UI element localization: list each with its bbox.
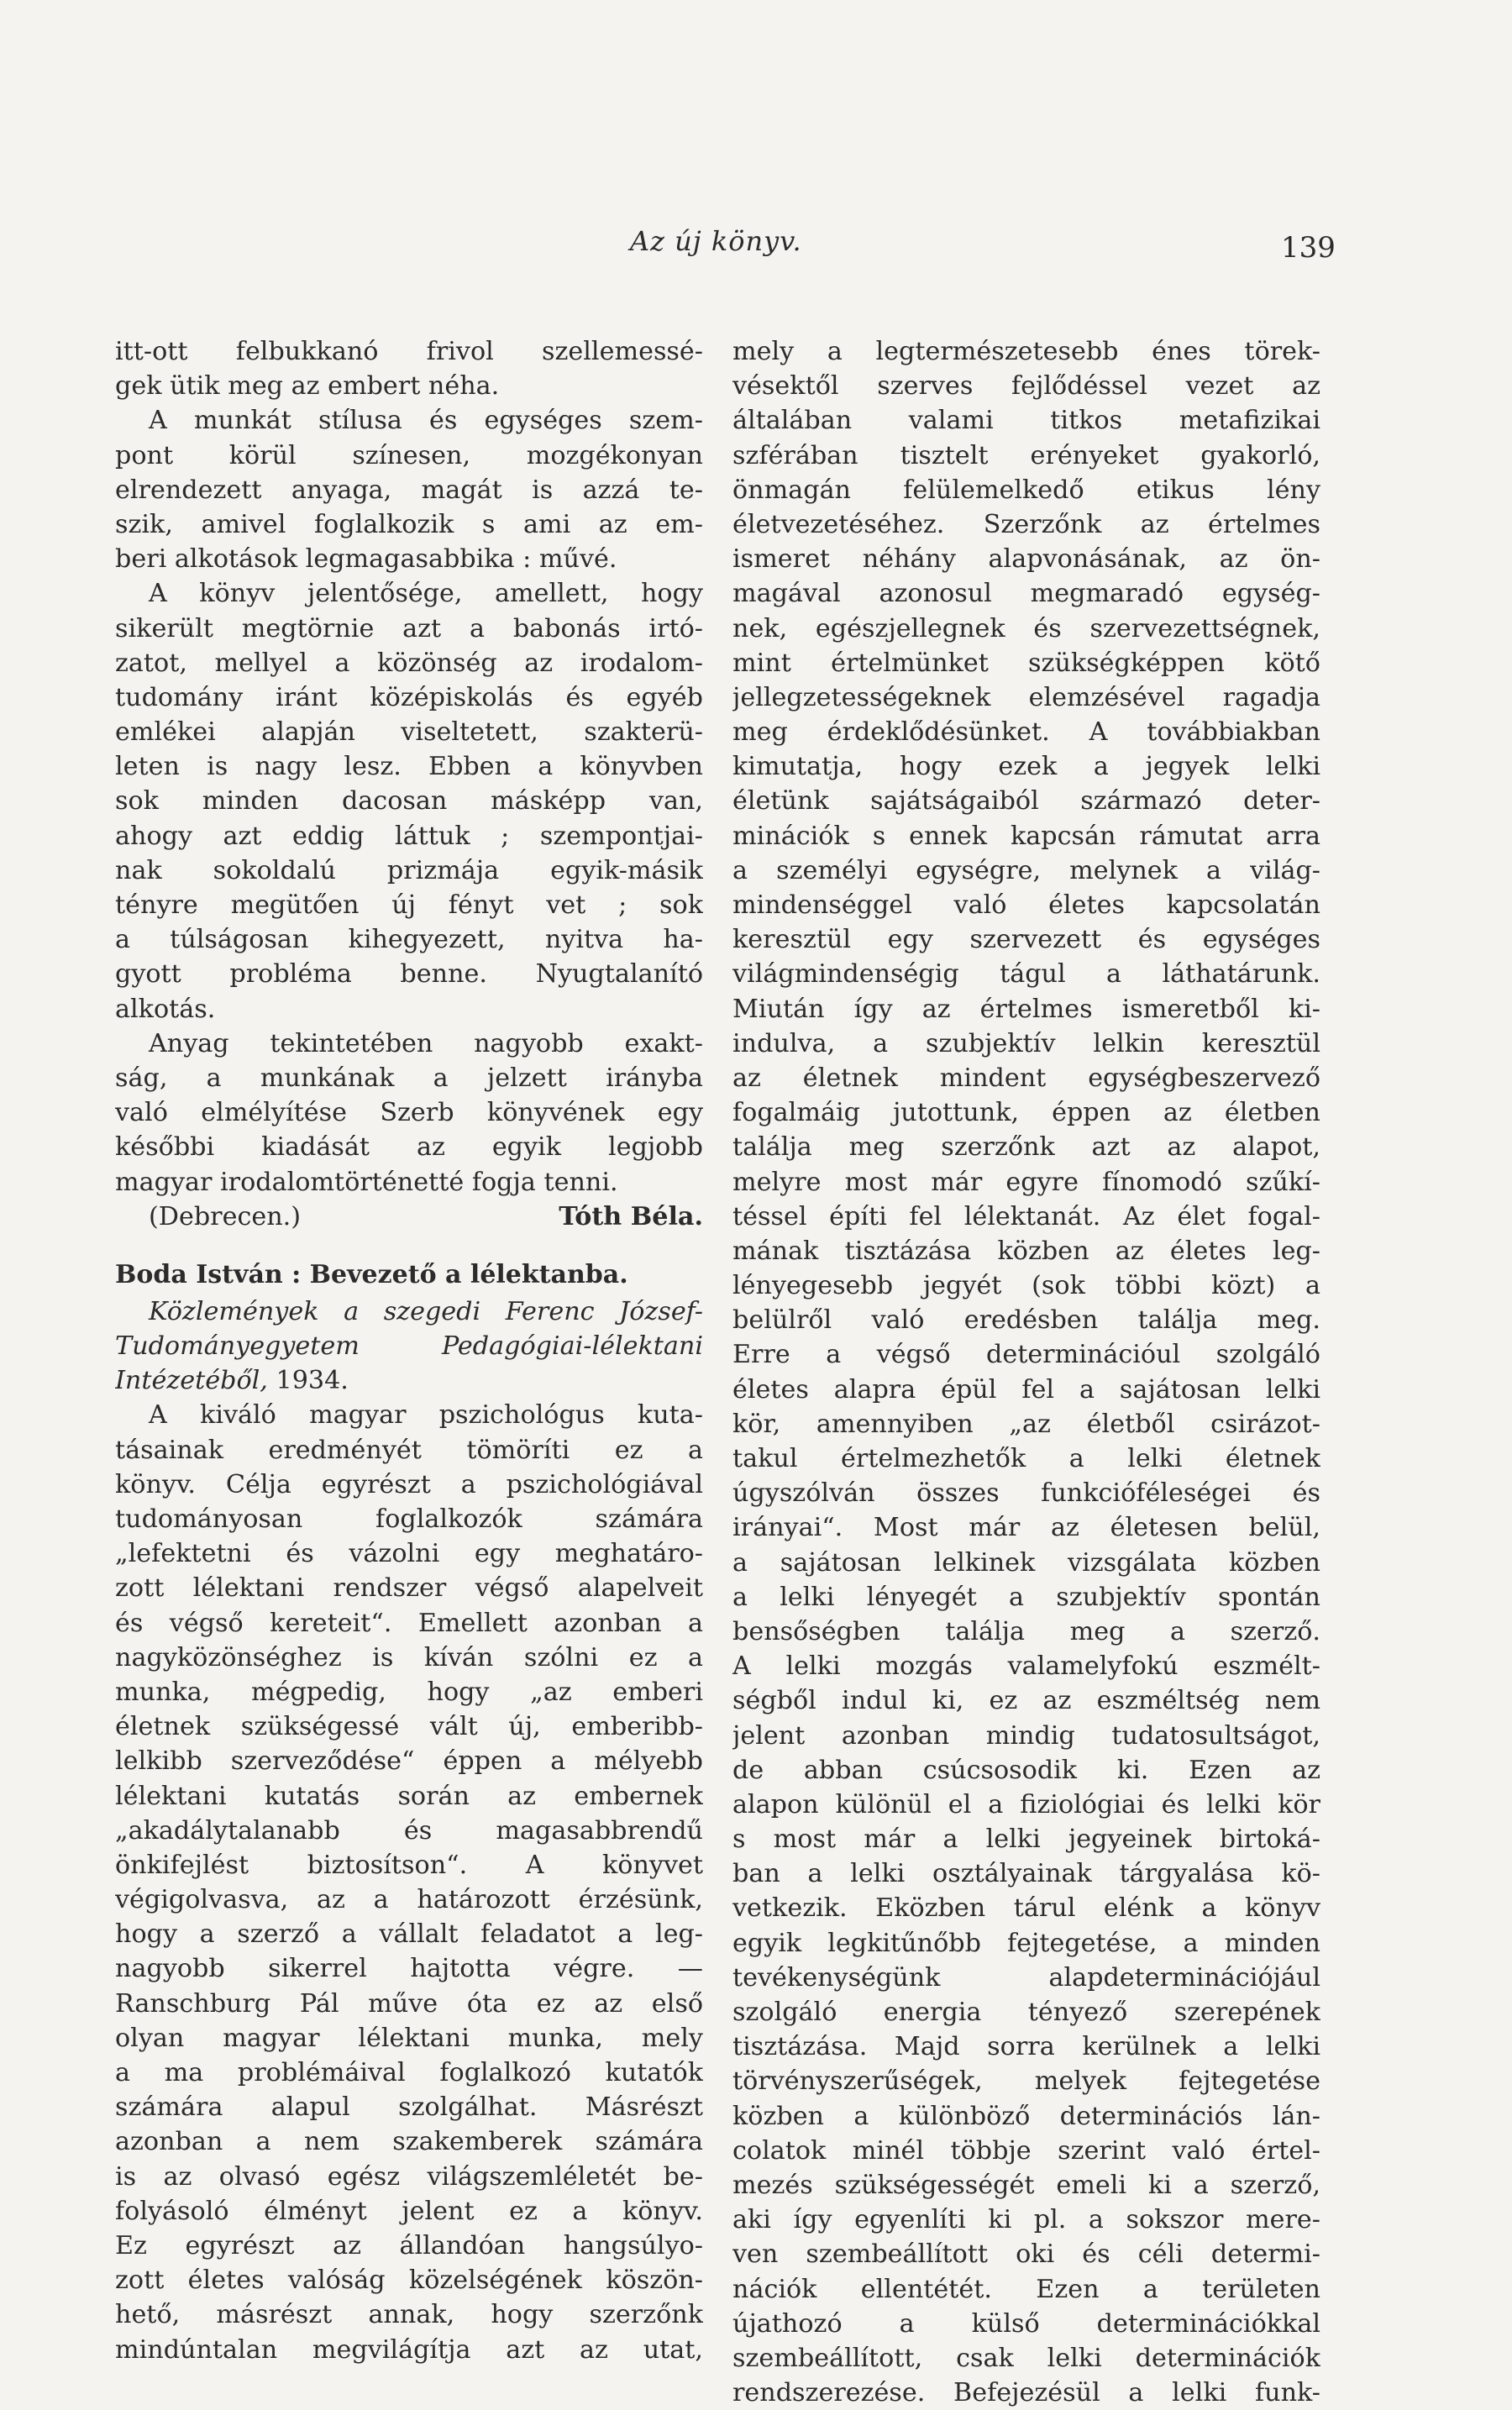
text-line: lelkibb szerveződése“ éppen a mélyebb bbox=[115, 1746, 703, 1777]
text-line: de abban csúcsosodik ki. Ezen az bbox=[732, 1755, 1320, 1785]
text-line: életes alapra épül fel a sajátosan lelki bbox=[732, 1374, 1320, 1405]
text-line: mely a legtermészetesebb énes törek- bbox=[732, 337, 1320, 366]
text-line: sikerült megtörnie azt a babonás irtó- bbox=[115, 613, 703, 643]
text-line: elrendezett anyaga, magát is azzá te- bbox=[115, 475, 703, 505]
text-line: „lefektetni és vázolni egy meghatáro- bbox=[115, 1539, 703, 1569]
text-line: irányai“. Most már az életesen belül, bbox=[732, 1513, 1320, 1543]
text-line: magyar irodalomtörténetté fogja tenni. bbox=[115, 1167, 618, 1197]
text-line: Anyag tekintetében nagyobb exakt- bbox=[149, 1028, 703, 1058]
text-line: a lelki lényegét a szubjektív spontán bbox=[732, 1582, 1320, 1612]
text-line: A kiváló magyar pszichológus kuta- bbox=[149, 1400, 703, 1431]
text-line: nek, egészjellegnek és szervezettségnek, bbox=[732, 613, 1320, 643]
page-number: 139 bbox=[1281, 231, 1336, 265]
text-line: ségből indul ki, ez az eszméltség nem bbox=[732, 1686, 1320, 1716]
review-citation bbox=[115, 1294, 703, 1399]
review-heading-boda: Boda István : Bevezető a lélektanba. bbox=[115, 1259, 628, 1289]
text-line: egyik legkitűnőbb fejtegetése, a minden bbox=[732, 1928, 1320, 1958]
text-line: szembeállított, csak lelki determinációk bbox=[732, 2343, 1320, 2373]
text-line: Miután így az értelmes ismeretből ki- bbox=[732, 994, 1320, 1024]
text-line: téssel építi fel lélektanát. Az élet fogal- bbox=[732, 1201, 1320, 1231]
text-line: aki így egyenlíti ki pl. a sokszor mere- bbox=[732, 2205, 1320, 2235]
text-line: mezés szükségességét emeli ki a szerző, bbox=[732, 2170, 1320, 2200]
text-line: és végső kereteit“. Emellett azonban a bbox=[115, 1608, 703, 1638]
text-line: a sajátosan lelkinek vizsgálata közben bbox=[732, 1547, 1320, 1578]
text-line: zatot, mellyel a közönség az irodalom- bbox=[115, 648, 703, 678]
text-line: a túlságosan kihegyezett, nyitva ha- bbox=[115, 925, 703, 955]
text-line: való elmélyítése Szerb könyvének egy bbox=[115, 1098, 703, 1128]
text-line: pont körül színesen, mozgékonyan bbox=[115, 440, 703, 470]
text-line: mindenséggel való életes kapcsolatán bbox=[732, 890, 1320, 920]
text-line: belülről való eredésben találja meg. bbox=[732, 1305, 1320, 1336]
text-line: szik, amivel foglalkozik s ami az em- bbox=[115, 509, 703, 539]
text-line: tudományosan foglalkozók számára bbox=[115, 1504, 703, 1534]
text-line: jelent azonban mindig tudatosultságot, bbox=[732, 1720, 1320, 1751]
citation-line: Közlemények a szegedi Ferenc József- bbox=[149, 1296, 703, 1326]
text-line: munka, mégpedig, hogy „az emberi bbox=[115, 1677, 703, 1707]
text-line: Ez egyrészt az állandóan hangsúlyo- bbox=[115, 2230, 703, 2260]
text-line: tényre megütően új fényt vet ; sok bbox=[115, 890, 703, 920]
text-line: a személyi egységre, melynek a világ- bbox=[732, 855, 1320, 885]
review-text-boda-continued bbox=[732, 334, 1320, 2410]
text-line: törvényszerűségek, melyek fejtegetése bbox=[732, 2066, 1320, 2097]
text-line: „akadálytalanabb és magasabbrendű bbox=[115, 1815, 703, 1846]
text-line: melyre most már egyre fínomodó szűkí- bbox=[732, 1167, 1320, 1197]
text-line: takul értelmezhetők a lelki életnek bbox=[732, 1444, 1320, 1473]
text-line: itt-ott felbukkanó frivol szellemessé- bbox=[115, 337, 703, 366]
text-line: számára alapul szolgálhat. Másrészt bbox=[115, 2092, 703, 2123]
text-line: lényegesebb jegyét (sok többi közt) a bbox=[732, 1271, 1320, 1301]
citation-year: 1934. bbox=[267, 1366, 349, 1396]
text-line: s most már a lelki jegyeinek birtoká- bbox=[732, 1825, 1320, 1855]
text-line: is az olvasó egész világszemléletét be- bbox=[115, 2161, 703, 2192]
text-line: zott életes valóság közelségének köszön- bbox=[115, 2266, 703, 2296]
text-line: emlékei alapján viseltetett, szakterü- bbox=[115, 717, 703, 748]
text-line: fogalmáig jutottunk, éppen az életben bbox=[732, 1098, 1320, 1128]
text-line: A könyv jelentősége, amellett, hogy bbox=[149, 579, 703, 609]
text-line: Erre a végső determinációul szolgáló bbox=[732, 1340, 1320, 1370]
text-line: világmindenségig tágul a láthatárunk. bbox=[732, 959, 1320, 990]
text-line: hető, másrészt annak, hogy szerzőnk bbox=[115, 2300, 703, 2330]
text-line: olyan magyar lélektani munka, mely bbox=[115, 2023, 703, 2053]
text-line: hogy a szerző a vállalt feladatot a leg- bbox=[115, 1919, 703, 1950]
text-line: minációk s ennek kapcsán rámutat arra bbox=[732, 821, 1320, 851]
review-signature bbox=[115, 1200, 703, 1234]
text-line: lélektani kutatás során az embernek bbox=[115, 1781, 703, 1811]
text-line: colatok minél többje szerint való értel- bbox=[732, 2135, 1320, 2166]
text-line: leten is nagy lesz. Ebben a könyvben bbox=[115, 752, 703, 782]
text-line: mának tisztázása közben az életes leg- bbox=[732, 1236, 1320, 1266]
text-line: vésektől szerves fejlődéssel vezet az bbox=[732, 371, 1320, 402]
text-line: találja meg szerzőnk azt az alapot, bbox=[732, 1132, 1320, 1163]
text-line: A munkát stílusa és egységes szem- bbox=[149, 406, 703, 436]
text-line: tevékenységünk alapdeterminációjául bbox=[732, 1962, 1320, 1993]
text-line: kimutatja, hogy ezek a jegyek lelki bbox=[732, 752, 1320, 782]
text-line: életvezetéséhez. Szerzőnk az értelmes bbox=[732, 509, 1320, 539]
text-line: későbbi kiadását az egyik legjobb bbox=[115, 1132, 703, 1163]
text-line: nak sokoldalú prizmája egyik-másik bbox=[115, 855, 703, 885]
text-line: általában valami titkos metafizikai bbox=[732, 406, 1320, 436]
text-line: alkotás. bbox=[115, 994, 216, 1024]
text-line: önmagán felülemelkedő etikus lény bbox=[732, 475, 1320, 505]
text-line: vetkezik. Eközben tárul elénk a könyv bbox=[732, 1893, 1320, 1924]
text-line: gyott probléma benne. Nyugtalanító bbox=[115, 959, 703, 990]
text-line: kör, amennyiben „az életből csirázot- bbox=[732, 1409, 1320, 1439]
text-line: végigolvasva, az a határozott érzésünk, bbox=[115, 1885, 703, 1915]
text-line: önkifejlést biztosítson“. A könyvet bbox=[115, 1850, 703, 1880]
text-line: szférában tisztelt erényeket gyakorló, bbox=[732, 440, 1320, 470]
running-title: Az új könyv. bbox=[630, 225, 802, 257]
text-line: gek ütik meg az embert néha. bbox=[115, 371, 500, 402]
text-line: meg érdeklődésünket. A továbbiakban bbox=[732, 717, 1320, 748]
text-line: nagyközönséghez is kíván szólni ez a bbox=[115, 1642, 703, 1672]
citation-line bbox=[115, 1363, 703, 1398]
text-line: tudomány iránt középiskolás és egyéb bbox=[115, 682, 703, 712]
text-line: életünk sajátságaiból származó deter- bbox=[732, 786, 1320, 816]
text-line: zott lélektani rendszer végső alapelveit bbox=[115, 1573, 703, 1604]
text-line: A lelki mozgás valamelyfokú eszmélt- bbox=[732, 1651, 1320, 1682]
text-line: nációk ellentétét. Ezen a területen bbox=[732, 2274, 1320, 2304]
review-text-toth bbox=[115, 334, 703, 1200]
signature-place: (Debrecen.) bbox=[149, 1201, 302, 1231]
right-column bbox=[732, 334, 1320, 2410]
text-line: mindúntalan megvilágítja azt az utat, bbox=[115, 2334, 703, 2365]
text-line: beri alkotások legmagasabbika : művé. bbox=[115, 544, 617, 575]
text-line: újathozó a külső determinációkkal bbox=[732, 2308, 1320, 2339]
text-line: könyv. Célja egyrészt a pszichológiával bbox=[115, 1469, 703, 1499]
text-line: szolgáló energia tényező szerepének bbox=[732, 1998, 1320, 2027]
text-line: úgyszólván összes funkcióféleségei és bbox=[732, 1478, 1320, 1509]
text-line: keresztül egy szervezett és egységes bbox=[732, 925, 1320, 955]
text-line: bensőségben találja meg a szerző. bbox=[732, 1616, 1320, 1646]
text-line: mint értelmünket szükségképpen kötő bbox=[732, 648, 1320, 678]
text-line: rendszerezése. Befejezésül a lelki funk- bbox=[732, 2378, 1320, 2408]
signature-name: Tóth Béla. bbox=[559, 1201, 703, 1231]
text-line: ismeret néhány alapvonásának, az ön- bbox=[732, 544, 1320, 575]
citation-source: Intézetéből, bbox=[115, 1366, 268, 1396]
text-line: tásainak eredményét tömöríti ez a bbox=[115, 1435, 703, 1465]
text-line: ság, a munkának a jelzett irányba bbox=[115, 1063, 703, 1093]
text-line: alapon különül el a fiziológiai és lelki kör bbox=[732, 1789, 1320, 1819]
text-line: magával azonosul megmaradó egység- bbox=[732, 579, 1320, 609]
text-line: azonban a nem szakemberek számára bbox=[115, 2127, 703, 2157]
text-line: ahogy azt eddig láttuk ; szempontjai- bbox=[115, 821, 703, 851]
text-line: tisztázása. Majd sorra kerülnek a lelki bbox=[732, 2032, 1320, 2062]
text-line: sok minden dacosan másképp van, bbox=[115, 786, 703, 816]
review-text-boda bbox=[115, 1398, 703, 2366]
text-line: Ranschburg Pál műve óta ez az első bbox=[115, 1988, 703, 2019]
text-line: jellegzetességeknek elemzésével ragadja bbox=[732, 682, 1320, 712]
text-line: ban a lelki osztályainak tárgyalása kö- bbox=[732, 1859, 1320, 1889]
left-column bbox=[115, 334, 703, 2367]
text-line: folyásoló élményt jelent ez a könyv. bbox=[115, 2196, 703, 2226]
text-line: a ma problémáival foglalkozó kutatók bbox=[115, 2058, 703, 2087]
citation-line: Tudományegyetem Pedagógiai-lélektani bbox=[115, 1331, 703, 1362]
text-line: életnek szükségessé vált új, emberibb- bbox=[115, 1712, 703, 1742]
text-line: indulva, a szubjektív lelkin keresztül bbox=[732, 1028, 1320, 1058]
text-line: ven szembeállított oki és céli determi- bbox=[732, 2239, 1320, 2270]
text-line: az életnek mindent egységbeszervező bbox=[732, 1063, 1320, 1093]
text-line: közben a különböző determinációs lán- bbox=[732, 2101, 1320, 2131]
text-line: nagyobb sikerrel hajtotta végre. — bbox=[115, 1954, 703, 1984]
